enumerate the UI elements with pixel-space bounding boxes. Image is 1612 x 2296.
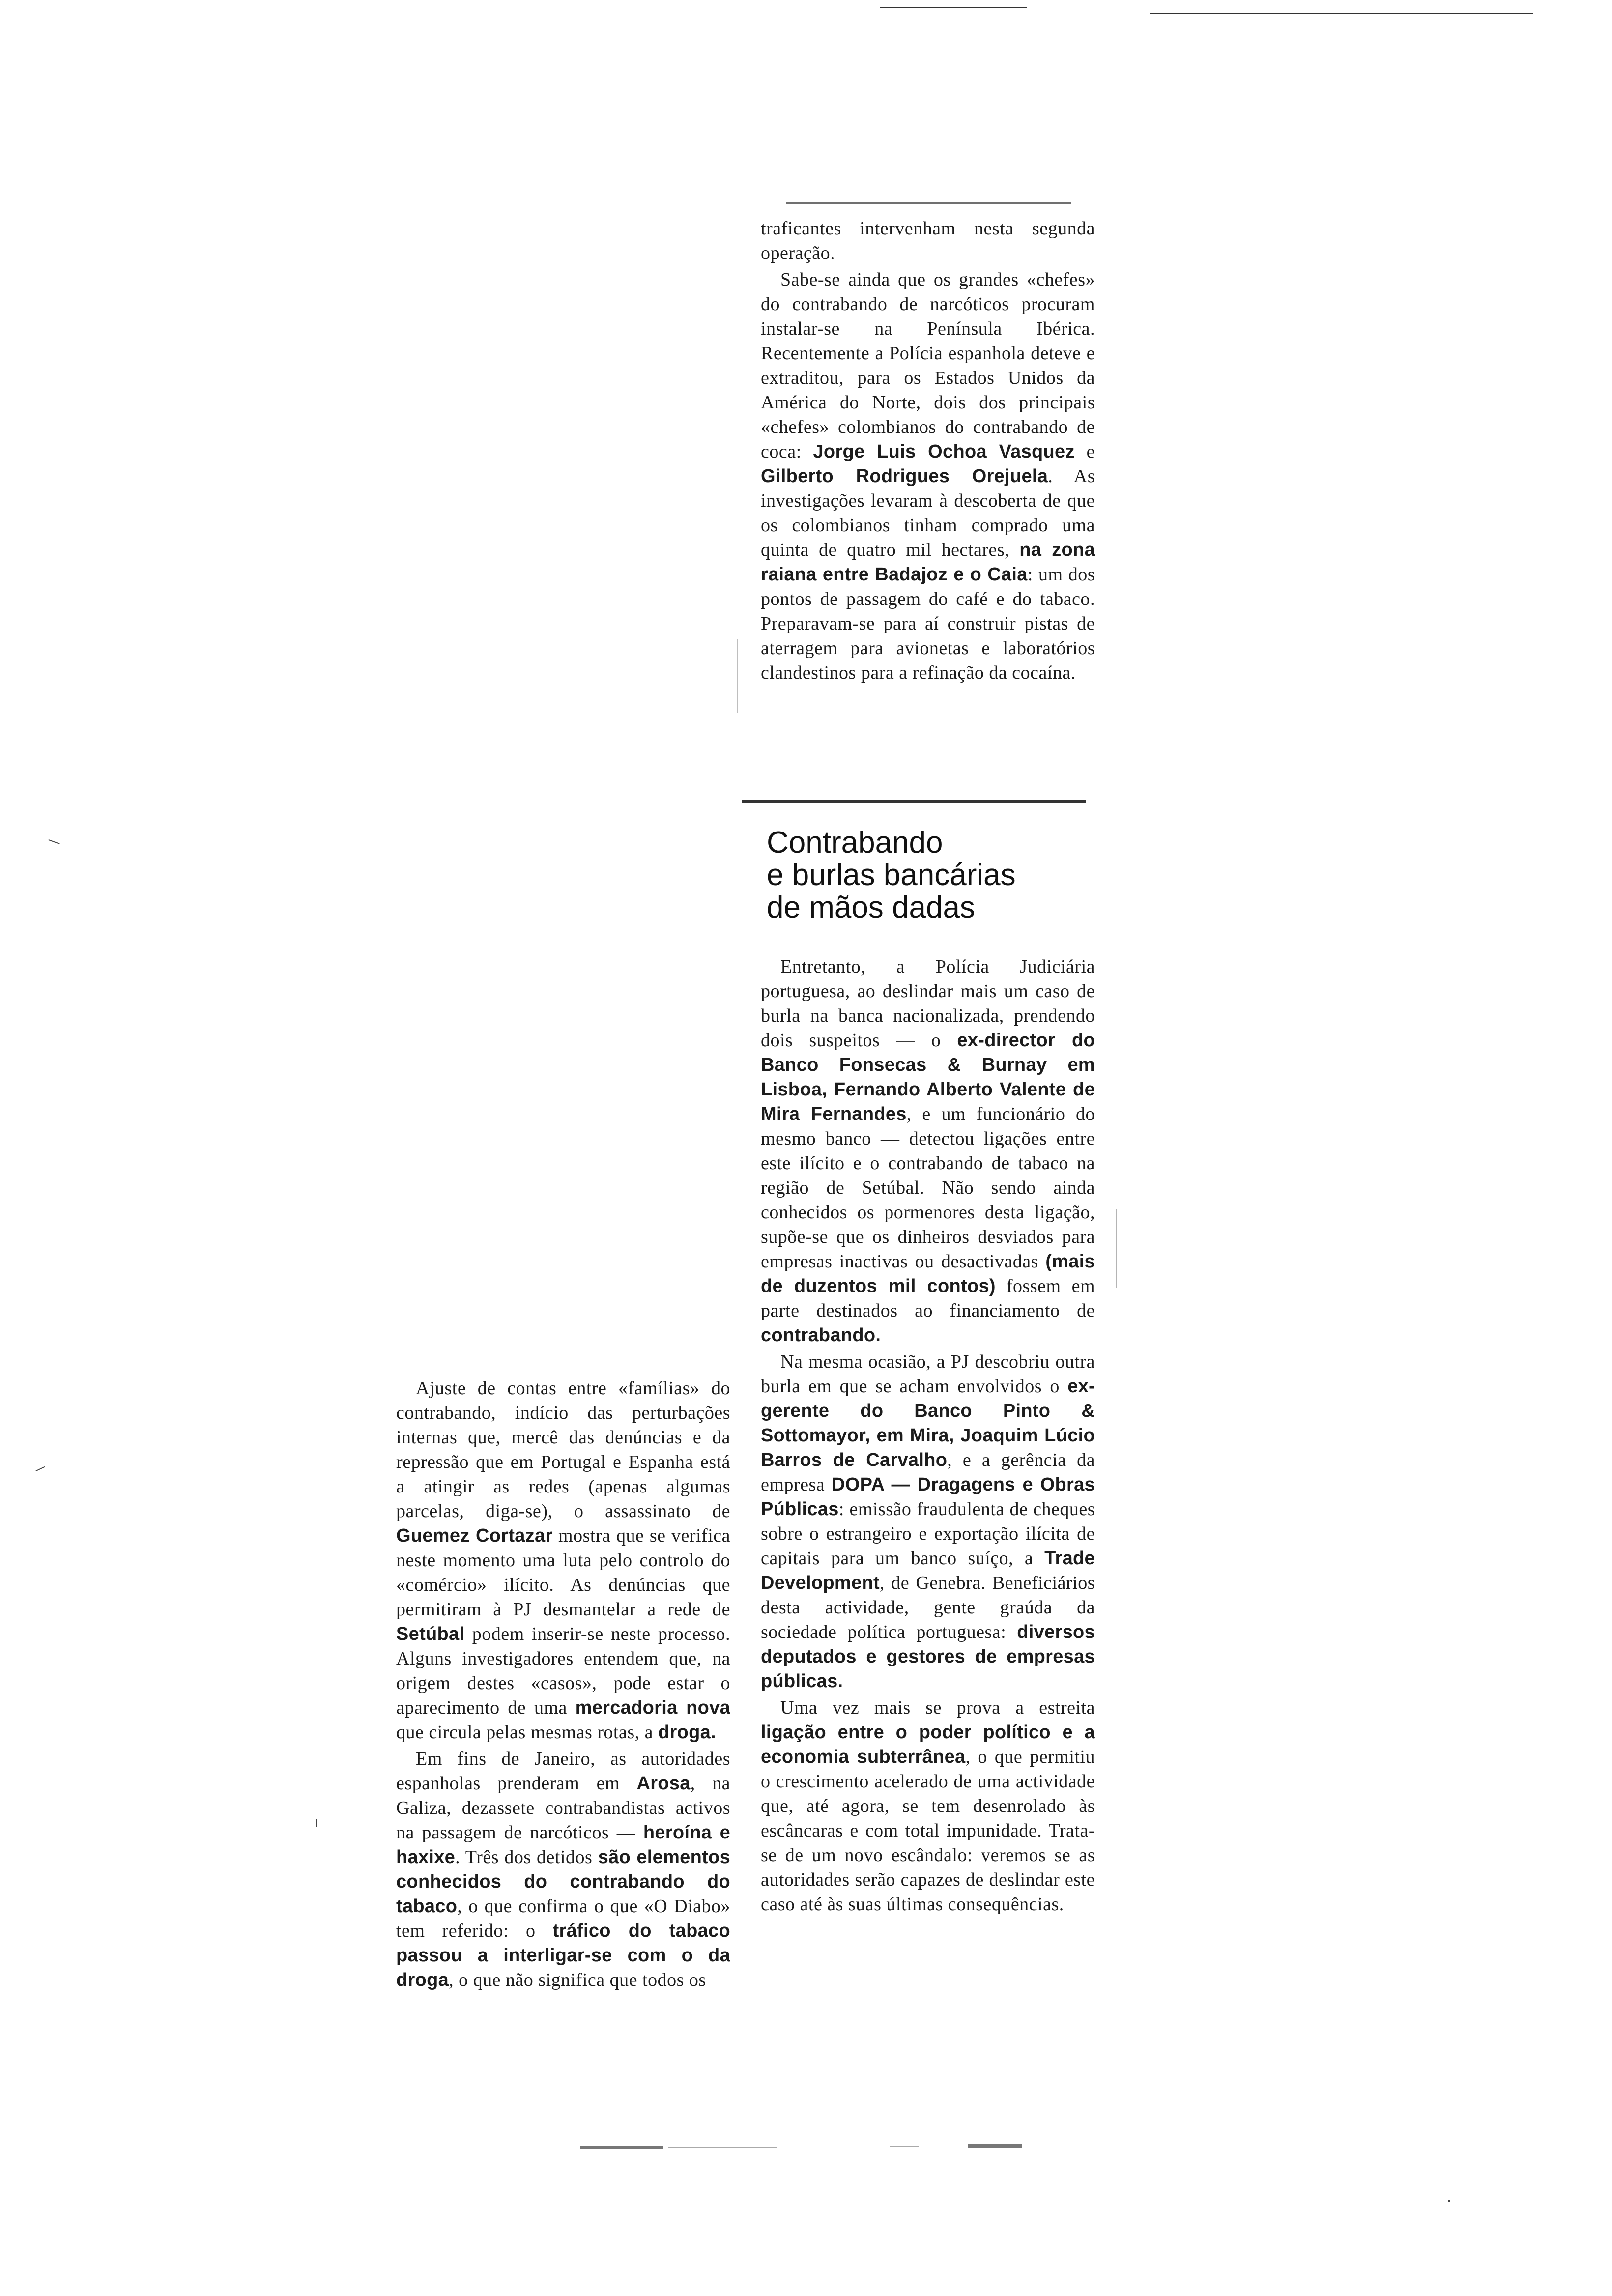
top-rule-left bbox=[880, 7, 1027, 8]
left-column bbox=[396, 1376, 730, 1994]
right-column-upper bbox=[761, 216, 1095, 687]
scan-smudge bbox=[580, 2146, 663, 2149]
scan-mark bbox=[737, 639, 738, 713]
right-column-lower bbox=[761, 954, 1095, 1919]
paragraph: Ajuste de contas entre «famílias» do contrabando, indício das perturbações internas que, mercê das denúncias e da repressão que em Portugal e Espanha está a atingir as redes (apenas algumas parcelas, diga-se), o assassinato de Guemez Cortazar mostra que se verifica neste momento uma luta pelo controlo do «comércio» ilícito. As denúncias que permitiram à PJ desmantelar a rede de Setúbal podem inserir-se neste processo. Alguns investigadores entendem que, na origem destes «casos», pode estar o aparecimento de uma mercadoria nova que circula pelas mesmas rotas, a droga. bbox=[396, 1378, 731, 1743]
scan-mark bbox=[1116, 1209, 1117, 1288]
headline-rule bbox=[742, 800, 1086, 803]
scan-smudge bbox=[890, 2146, 919, 2147]
paragraph: Uma vez mais se prova a estreita ligação entre o poder político e a economia subterrânea, o que permitiu o crescimento acelerado de uma actividade que, até agora, se tem desenrolado às escâncaras e com total impunidade. Trata-se de um novo escândalo: veremos se as autoridades serão capazes de deslindar este caso até às suas últimas consequências. bbox=[761, 1697, 1095, 1915]
section-headline: Contrabando e burlas bancárias de mãos dadas bbox=[767, 826, 1016, 924]
scan-mark bbox=[48, 839, 59, 844]
scan-smudge bbox=[968, 2144, 1022, 2148]
scan-mark bbox=[36, 1466, 45, 1471]
paragraph: Sabe-se ainda que os grandes «chefes» do contrabando de narcóticos procuram instalar-se na Península Ibérica. Recentemente a Polícia espanhola deteve e extraditou, para os Estados Unidos da América do Norte, dois dos principais «chefes» colombianos do contrabando de coca: Jorge Luis Ochoa Vasquez e Gilberto Rodrigues Orejuela. As investigações levaram à descoberta de que os colombianos tinham comprado uma quinta de quatro mil hectares, na zona raiana entre Badajoz e o Caia: um dos pontos de passagem do café e do tabaco. Preparavam-se para aí construir pistas de aterragem para avionetas e laboratórios clandestinos para a refinação da cocaína. bbox=[761, 269, 1095, 683]
scan-smudge bbox=[668, 2147, 777, 2148]
scan-mark bbox=[316, 1819, 317, 1827]
paragraph: Na mesma ocasião, a PJ descobriu outra burla em que se acham envolvidos o ex-gerente do Banco Pinto & Sottomayor, em Mira, Joaquim Lúcio Barros de Carvalho, e a gerência da empresa DOPA — Dragagens e Obras Públicas: emissão fraudulenta de cheques sobre o estrangeiro e exportação ilícita de capitais para um banco suíço, a Trade Development, de Genebra. Beneficiários desta actividade, gente graúda da sociedade política portuguesa: diversos deputados e gestores de empresas públicas. bbox=[761, 1351, 1095, 1692]
paragraph: Entretanto, a Polícia Judiciária portuguesa, ao deslindar mais um caso de burla na banca nacionalizada, prendendo dois suspeitos — o ex-director do Banco Fonsecas & Burnay em Lisboa, Fernando Alberto Valente de Mira Fernandes, e um funcionário do mesmo banco — detectou ligações entre este ilícito e o contrabando de tabaco na região de Setúbal. Não sendo ainda conhecidos os pormenores desta ligação, supõe-se que os dinheiros desviados para empresas inactivas ou desactivadas (mais de duzentos mil contos) fossem em parte destinados ao financiamento de contrabando. bbox=[761, 956, 1095, 1346]
top-rule-right bbox=[1150, 13, 1533, 14]
scan-mark bbox=[1448, 2200, 1450, 2202]
paragraph: traficantes intervenham nesta segunda operação. bbox=[761, 218, 1095, 263]
column-top-rule bbox=[786, 202, 1071, 204]
paragraph: Em fins de Janeiro, as autoridades espanholas prenderam em Arosa, na Galiza, dezassete contrabandistas activos na passagem de narcóticos — heroína e haxixe. Três dos detidos são elementos conhecidos do contrabando do tabaco, o que confirma o que «O Diabo» tem referido: o tráfico do tabaco passou a interligar-se com o da droga, o que não significa que todos os bbox=[396, 1749, 731, 1990]
